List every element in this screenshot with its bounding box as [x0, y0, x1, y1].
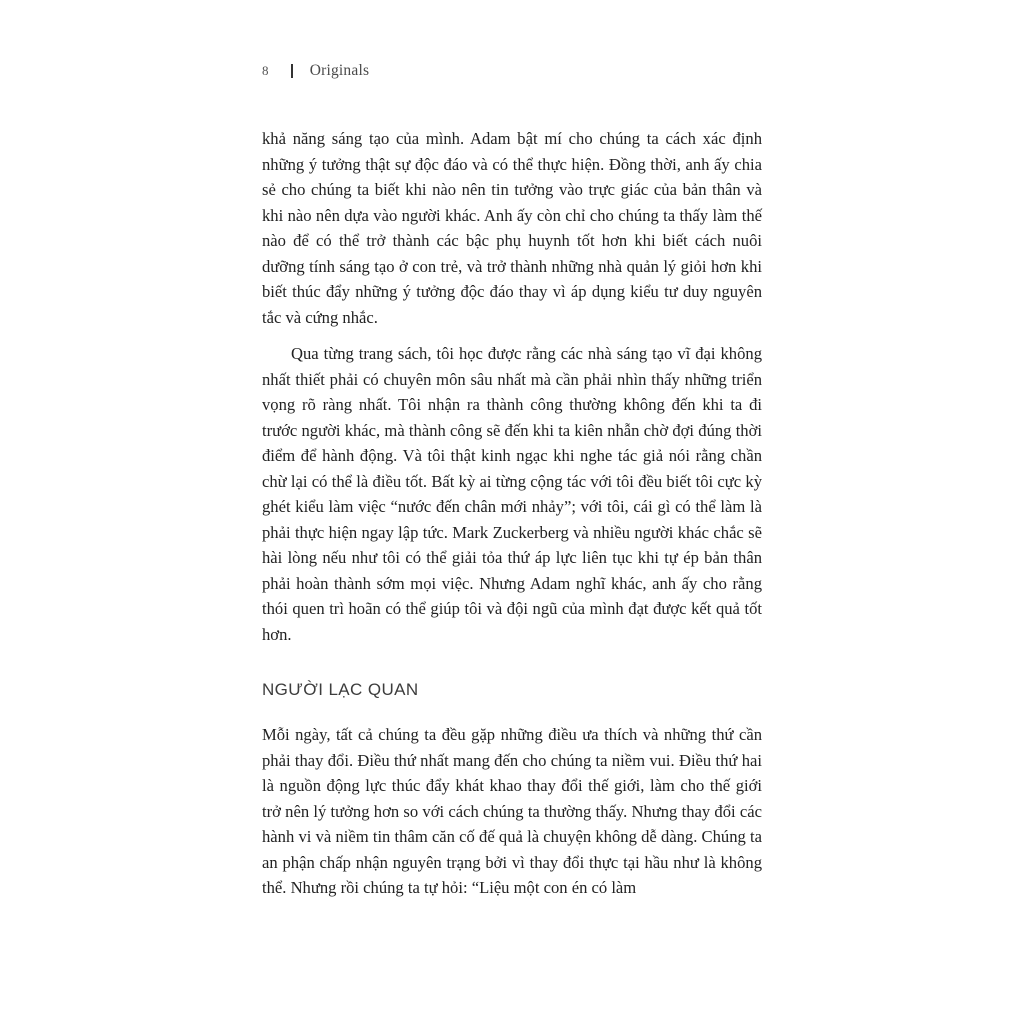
book-title: Originals — [309, 62, 370, 79]
paragraph-1: khả năng sáng tạo của mình. Adam bật mí cho chúng ta cách xác định những ý tưởng thật sự độc đáo và có thể thực hiện. Đồng thời, anh ấy chia sẻ cho chúng ta biết khi nào nên tin tưởng vào trực giác của bản thân và khi nào nên dựa vào người khác. Anh ấy còn chỉ cho chúng ta thấy làm thế nào để có thể trở thành các bậc phụ huynh tốt hơn khi biết cách nuôi dưỡng tính sáng tạo ở con trẻ, và trở thành những nhà quản lý giỏi hơn khi biết thúc đẩy những ý tưởng độc đáo thay vì áp dụng kiểu tư duy nguyên tắc và cứng nhắc. — [262, 129, 762, 327]
paragraph-2: Qua từng trang sách, tôi học được rằng các nhà sáng tạo vĩ đại không nhất thiết phải có chuyên môn sâu nhất mà cần phải nhìn thấy những triển vọng rõ ràng nhất. Tôi nhận ra thành công thường không đến khi ta đi trước người khác, mà thành công sẽ đến khi ta kiên nhẫn chờ đợi đúng thời điểm để hành động. Và tôi thật kinh ngạc khi nghe tác giả nói rằng chần chừ lại có thể là điều tốt. Bất kỳ ai từng cộng tác với tôi đều biết tôi cực kỳ ghét kiểu làm việc “nước đến chân mới nhảy”; với tôi, cái gì có thể làm là phải thực hiện ngay lập tức. Mark Zuckerberg và nhiều người khác chắc sẽ hài lòng nếu như tôi có thể giải tỏa thứ áp lực liên tục khi tự ép bản thân phải hoàn thành sớm mọi việc. Nhưng Adam nghĩ khác, anh ấy cho rằng thói quen trì hoãn có thể giúp tôi và đội ngũ của mình đạt được kết quả tốt hơn. — [262, 344, 762, 644]
running-header — [262, 62, 369, 80]
paragraph-3: Mỗi ngày, tất cả chúng ta đều gặp những điều ưa thích và những thứ cần phải thay đổi. Điều thứ nhất mang đến cho chúng ta niềm vui. Điều thứ hai là nguồn động lực thúc đẩy khát khao thay đổi thế giới, làm cho thế giới trở nên lý tưởng hơn so với cách chúng ta thường thấy. Nhưng thay đổi các hành vi và niềm tin thâm căn cố đế quả là chuyện không dễ dàng. Chúng ta an phận chấp nhận nguyên trạng bởi vì thay đổi thực tại hầu như là không thể. Nhưng rồi chúng ta tự hỏi: “Liệu một con én có làm — [262, 725, 762, 897]
page-number: 8 — [262, 63, 269, 78]
section-heading: NGƯỜI LẠC QUAN — [262, 680, 419, 699]
header-divider — [291, 64, 293, 78]
book-page — [262, 0, 762, 1024]
